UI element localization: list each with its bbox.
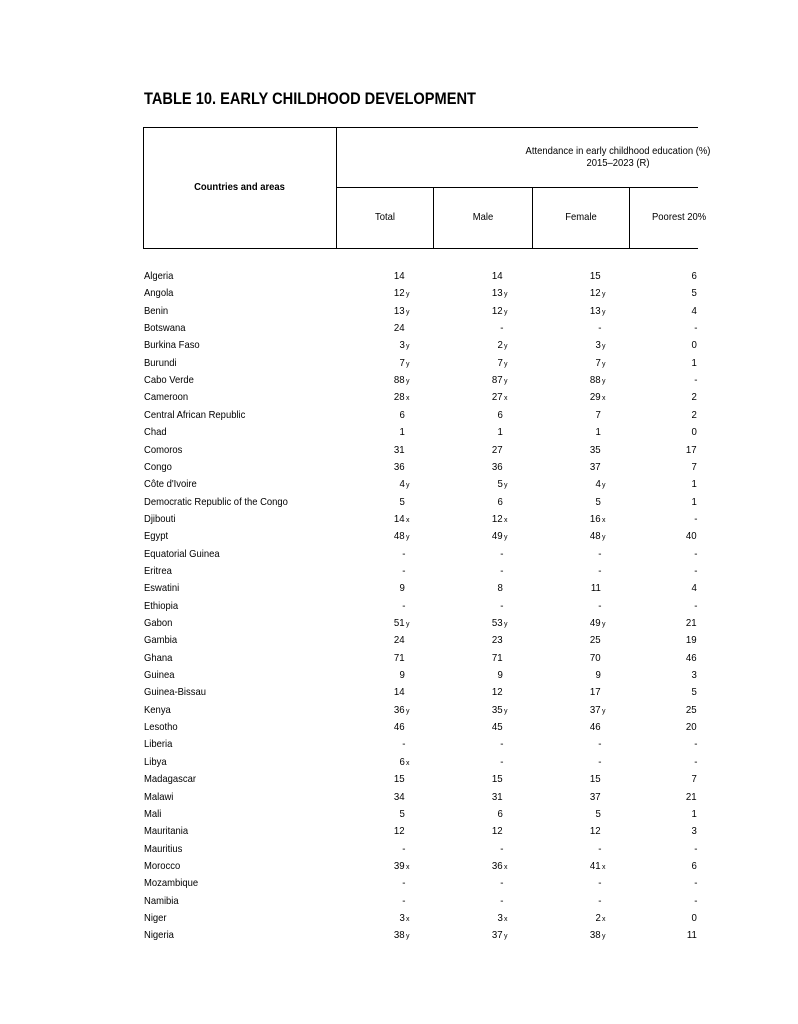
col-header-poorest: Poorest 20%	[652, 211, 707, 223]
table-row	[0, 857, 768, 874]
cell-poorest: 40	[686, 530, 697, 543]
cell-female: 12	[590, 825, 601, 838]
cell-poorest: 5	[691, 287, 697, 300]
cell-female: -	[597, 738, 601, 751]
footnote-flag: y	[602, 378, 606, 386]
table-row	[0, 614, 768, 631]
cell-male: 12	[492, 825, 503, 838]
col-divider	[532, 187, 533, 249]
cell-male: 2	[497, 339, 503, 352]
cell-female: 1	[595, 426, 601, 439]
cell-male: 6	[497, 807, 503, 820]
cell-poorest: -	[693, 755, 697, 768]
table-row	[0, 423, 768, 440]
cell-male: 12	[492, 686, 503, 699]
table-row	[0, 371, 768, 388]
footnote-flag: x	[406, 516, 410, 524]
cell-male: 3	[497, 911, 503, 924]
country-name: Eritrea	[144, 564, 172, 577]
cell-male: 5	[497, 478, 503, 491]
cell-female: 48	[590, 530, 601, 543]
cell-female: 4	[595, 478, 601, 491]
footnote-flag: y	[602, 343, 606, 351]
cell-female: -	[597, 564, 601, 577]
footnote-flag: y	[406, 378, 410, 386]
countries-header: Countries and areas	[194, 181, 285, 193]
cell-poorest: 46	[686, 651, 697, 664]
country-name: Central African Republic	[144, 408, 246, 421]
country-name: Mauritius	[144, 842, 183, 855]
cell-total: 5	[399, 495, 405, 508]
cell-total: 14	[394, 686, 405, 699]
group-header-line2: 2015–2023 (R)	[586, 157, 650, 169]
footnote-flag: x	[504, 863, 508, 871]
cell-total: -	[401, 547, 405, 560]
cell-poorest: 21	[686, 617, 697, 629]
footnote-flag: x	[602, 395, 606, 403]
table-row	[0, 649, 768, 666]
country-name: Mali	[144, 807, 162, 820]
cell-total: 5	[399, 807, 405, 820]
cell-total: 12	[394, 825, 405, 838]
cell-total: 39	[394, 859, 405, 872]
cell-male: -	[499, 599, 503, 612]
page-title: TABLE 10. EARLY CHILDHOOD DEVELOPMENT	[144, 89, 476, 108]
cell-total: 71	[394, 651, 405, 664]
cell-total: 14	[394, 270, 405, 282]
col-header-female: Female	[565, 211, 597, 223]
cell-male: -	[499, 755, 503, 768]
cell-female: 12	[590, 287, 601, 300]
cell-female: -	[597, 599, 601, 612]
cell-total: 6	[399, 408, 405, 421]
cell-female: 35	[590, 443, 601, 456]
cell-male: 13	[492, 287, 503, 300]
footnote-flag: y	[504, 360, 508, 368]
footnote-flag: y	[602, 482, 606, 490]
footnote-flag: y	[602, 360, 606, 368]
footnote-flag: y	[406, 534, 410, 542]
cell-male: 35	[492, 703, 503, 716]
country-name: Botswana	[144, 322, 186, 335]
cell-total: 9	[399, 582, 405, 595]
cell-male: 6	[497, 408, 503, 421]
table-row	[0, 267, 768, 284]
footnote-flag: y	[504, 378, 508, 386]
cell-total: 7	[399, 356, 405, 369]
footnote-flag: y	[406, 360, 410, 368]
cell-female: 70	[590, 651, 601, 664]
table-row	[0, 597, 768, 614]
cell-total: -	[401, 738, 405, 751]
footnote-flag: x	[602, 915, 606, 923]
cell-female: 5	[595, 495, 601, 508]
cell-total: 9	[399, 669, 405, 682]
country-name: Côte d'Ivoire	[144, 478, 197, 491]
country-name: Lesotho	[144, 721, 178, 734]
table-row	[0, 926, 768, 943]
cell-total: -	[401, 842, 405, 855]
cell-poorest: -	[693, 877, 697, 890]
cell-total: 46	[394, 721, 405, 734]
cell-poorest: -	[693, 842, 697, 855]
table-row	[0, 354, 768, 371]
footnote-flag: y	[406, 707, 410, 715]
cell-total: 34	[394, 790, 405, 803]
country-name: Burundi	[144, 356, 177, 369]
cell-poorest: 3	[691, 825, 697, 838]
cell-poorest: 0	[691, 911, 697, 924]
cell-male: 23	[492, 634, 503, 647]
cell-male: -	[499, 894, 503, 907]
country-name: Mauritania	[144, 825, 189, 838]
cell-male: 36	[492, 859, 503, 872]
country-name: Egypt	[144, 530, 169, 543]
country-name: Namibia	[144, 894, 179, 907]
table-row	[0, 302, 768, 319]
cell-poorest: -	[693, 599, 697, 612]
country-name: Congo	[144, 460, 172, 473]
cell-female: 2	[595, 911, 601, 924]
cell-poorest: -	[693, 738, 697, 751]
cell-poorest: 6	[691, 859, 697, 872]
cell-female: -	[597, 894, 601, 907]
country-name: Ghana	[144, 651, 173, 664]
cell-poorest: -	[693, 322, 697, 335]
cell-total: 36	[394, 460, 405, 473]
cell-poorest: -	[693, 512, 697, 525]
cell-male: 7	[497, 356, 503, 369]
cell-total: 24	[394, 322, 405, 335]
cell-total: 38	[394, 929, 405, 942]
table-row	[0, 631, 768, 648]
cell-poorest: 17	[686, 443, 697, 456]
country-name: Cameroon	[144, 391, 189, 404]
country-name: Comoros	[144, 443, 183, 456]
cell-poorest: 2	[691, 408, 697, 421]
country-name: Ethiopia	[144, 599, 179, 612]
footnote-flag: x	[504, 516, 508, 524]
table-row	[0, 527, 768, 544]
col-header-poorest-clip	[630, 188, 707, 248]
footnote-flag: y	[504, 933, 508, 941]
table-row	[0, 545, 768, 562]
cell-poorest: 3	[691, 669, 697, 682]
header-bottom-border	[143, 248, 698, 249]
cell-poorest: 1	[691, 495, 697, 508]
country-name: Cabo Verde	[144, 374, 194, 387]
country-name: Equatorial Guinea	[144, 547, 220, 560]
country-name: Liberia	[144, 738, 173, 751]
footnote-flag: y	[504, 291, 508, 299]
cell-female: 15	[590, 270, 601, 282]
cell-total: -	[401, 894, 405, 907]
footnote-flag: y	[406, 621, 410, 628]
cell-poorest: 25	[686, 703, 697, 716]
footnote-flag: y	[602, 933, 606, 941]
cell-female: 15	[590, 773, 601, 786]
cell-female: 41	[590, 859, 601, 872]
cell-female: 9	[595, 669, 601, 682]
cell-total: 36	[394, 703, 405, 716]
cell-male: 27	[492, 391, 503, 404]
cell-total: 3	[399, 339, 405, 352]
cell-female: 49	[590, 617, 601, 629]
cell-female: -	[597, 877, 601, 890]
header-left-border	[143, 127, 144, 249]
cell-female: 88	[590, 374, 601, 387]
table-row	[0, 770, 768, 787]
cell-poorest: 7	[691, 773, 697, 786]
cell-male: 6	[497, 495, 503, 508]
cell-total: 3	[399, 911, 405, 924]
table-row	[0, 666, 768, 683]
country-name: Kenya	[144, 703, 171, 716]
cell-poorest: 1	[691, 807, 697, 820]
country-name: Gabon	[144, 617, 173, 629]
footnote-flag: y	[406, 291, 410, 299]
cell-poorest: 11	[686, 929, 697, 942]
cell-poorest: 4	[691, 582, 697, 595]
table-row	[0, 735, 768, 752]
table-row	[0, 406, 768, 423]
footnote-flag: y	[602, 707, 606, 715]
cell-male: 14	[492, 270, 503, 282]
footnote-flag: y	[504, 482, 508, 490]
table-row	[0, 788, 768, 805]
cell-poorest: 0	[691, 426, 697, 439]
cell-total: 14	[394, 512, 405, 525]
cell-male: 87	[492, 374, 503, 387]
country-name: Gambia	[144, 634, 178, 647]
cell-male: 37	[492, 929, 503, 942]
cell-total: -	[401, 564, 405, 577]
cell-female: 5	[595, 807, 601, 820]
cell-female: 38	[590, 929, 601, 942]
footnote-flag: y	[602, 291, 606, 299]
country-name: Benin	[144, 304, 169, 317]
cell-male: -	[499, 738, 503, 751]
cell-female: 17	[590, 686, 601, 699]
cell-poorest: 19	[686, 634, 697, 647]
group-header-line1: Attendance in early childhood education (%)	[525, 145, 711, 157]
table-row	[0, 579, 768, 596]
country-name: Eswatini	[144, 582, 180, 595]
col-header-male: Male	[472, 211, 494, 223]
cell-total: 6	[399, 755, 405, 768]
table-row	[0, 805, 768, 822]
footnote-flag: x	[406, 759, 410, 767]
cell-female: -	[597, 547, 601, 560]
footnote-flag: x	[406, 863, 410, 871]
cell-male: 53	[492, 617, 503, 629]
table-row	[0, 822, 768, 839]
cell-poorest: -	[693, 564, 697, 577]
cell-poorest: 6	[691, 270, 697, 282]
col-divider	[433, 187, 434, 249]
table-row	[0, 718, 768, 735]
cell-poorest: 1	[691, 356, 697, 369]
cell-poorest: 20	[686, 721, 697, 734]
cell-female: 37	[590, 790, 601, 803]
cell-poorest: -	[693, 547, 697, 560]
country-name: Guinea	[144, 669, 175, 682]
cell-poorest: 4	[691, 304, 697, 317]
country-name: Democratic Republic of the Congo	[144, 495, 288, 508]
cell-female: 29	[590, 391, 601, 404]
table-row	[0, 441, 768, 458]
cell-female: 13	[590, 304, 601, 317]
country-name: Djibouti	[144, 512, 176, 525]
group-header	[337, 128, 711, 187]
cell-male: 9	[497, 669, 503, 682]
table-row	[0, 336, 768, 353]
footnote-flag: y	[504, 308, 508, 316]
table-row	[0, 701, 768, 718]
cell-male: 49	[492, 530, 503, 543]
cell-total: 13	[394, 304, 405, 317]
cell-poorest: -	[693, 894, 697, 907]
country-name: Chad	[144, 426, 167, 439]
footnote-flag: y	[406, 482, 410, 490]
cell-total: -	[401, 877, 405, 890]
table-row	[0, 475, 768, 492]
cell-total: 4	[399, 478, 405, 491]
footnote-flag: x	[504, 915, 508, 923]
cell-male: 36	[492, 460, 503, 473]
cell-total: 15	[394, 773, 405, 786]
footnote-flag: y	[406, 308, 410, 316]
cell-total: 48	[394, 530, 405, 543]
country-name: Mozambique	[144, 877, 199, 890]
country-name: Angola	[144, 287, 174, 300]
table-row	[0, 388, 768, 405]
table-row	[0, 892, 768, 909]
cell-male: -	[499, 842, 503, 855]
cell-poorest: 7	[691, 460, 697, 473]
cell-female: 37	[590, 703, 601, 716]
footnote-flag: y	[504, 534, 508, 542]
footnote-flag: y	[504, 707, 508, 715]
cell-poorest: 1	[691, 478, 697, 491]
footnote-flag: x	[602, 863, 606, 871]
footnote-flag: x	[406, 915, 410, 923]
cell-female: -	[597, 842, 601, 855]
cell-male: -	[499, 322, 503, 335]
table-header	[0, 0, 768, 260]
cell-total: 28	[394, 391, 405, 404]
table-row	[0, 874, 768, 891]
country-name: Madagascar	[144, 773, 197, 786]
table-row	[0, 909, 768, 926]
cell-male: 27	[492, 443, 503, 456]
cell-female: 7	[595, 356, 601, 369]
country-name: Burkina Faso	[144, 339, 200, 352]
col-header-total: Total	[375, 211, 395, 223]
footnote-flag: y	[406, 933, 410, 941]
cell-total: -	[401, 599, 405, 612]
cell-total: 12	[394, 287, 405, 300]
country-name: Algeria	[144, 270, 174, 282]
cell-poorest: 21	[686, 790, 697, 803]
cell-female: 46	[590, 721, 601, 734]
country-name: Libya	[144, 755, 167, 768]
footnote-flag: x	[504, 395, 508, 403]
cell-total: 24	[394, 634, 405, 647]
cell-male: -	[499, 547, 503, 560]
cell-poorest: 2	[691, 391, 697, 404]
footnote-flag: y	[406, 343, 410, 351]
footnote-flag: x	[602, 516, 606, 524]
table-row	[0, 319, 768, 336]
cell-male: -	[499, 877, 503, 890]
cell-total: 51	[394, 617, 405, 629]
country-name: Niger	[144, 911, 167, 924]
cell-female: 37	[590, 460, 601, 473]
footnote-flag: y	[504, 343, 508, 351]
cell-poorest: 0	[691, 339, 697, 352]
table-row	[0, 284, 768, 301]
cell-male: -	[499, 564, 503, 577]
table-row	[0, 840, 768, 857]
cell-poorest: 5	[691, 686, 697, 699]
table-row	[0, 683, 768, 700]
table-row	[0, 458, 768, 475]
cell-total: 31	[394, 443, 405, 456]
cell-total: 88	[394, 374, 405, 387]
cell-male: 31	[492, 790, 503, 803]
table-row	[0, 562, 768, 579]
footnote-flag: y	[504, 621, 508, 628]
cell-male: 15	[492, 773, 503, 786]
cell-female: 25	[590, 634, 601, 647]
footnote-flag: y	[602, 308, 606, 316]
cell-female: 11	[590, 582, 601, 595]
footnote-flag: x	[406, 395, 410, 403]
country-name: Morocco	[144, 859, 181, 872]
country-name: Nigeria	[144, 929, 174, 942]
cell-male: 12	[492, 512, 503, 525]
cell-female: -	[597, 755, 601, 768]
footnote-flag: y	[602, 621, 606, 628]
cell-male: 12	[492, 304, 503, 317]
cell-poorest: -	[693, 374, 697, 387]
cell-female: 3	[595, 339, 601, 352]
cell-female: 16	[590, 512, 601, 525]
cell-male: 1	[497, 426, 503, 439]
country-name: Malawi	[144, 790, 174, 803]
table-row	[0, 753, 768, 770]
cell-female: -	[597, 322, 601, 335]
footnote-flag: y	[602, 534, 606, 542]
table-row	[0, 510, 768, 527]
cell-male: 8	[497, 582, 503, 595]
cell-total: 1	[399, 426, 405, 439]
cell-male: 71	[492, 651, 503, 664]
table-row	[0, 493, 768, 510]
cell-male: 45	[492, 721, 503, 734]
country-name: Guinea-Bissau	[144, 686, 206, 699]
cell-female: 7	[595, 408, 601, 421]
